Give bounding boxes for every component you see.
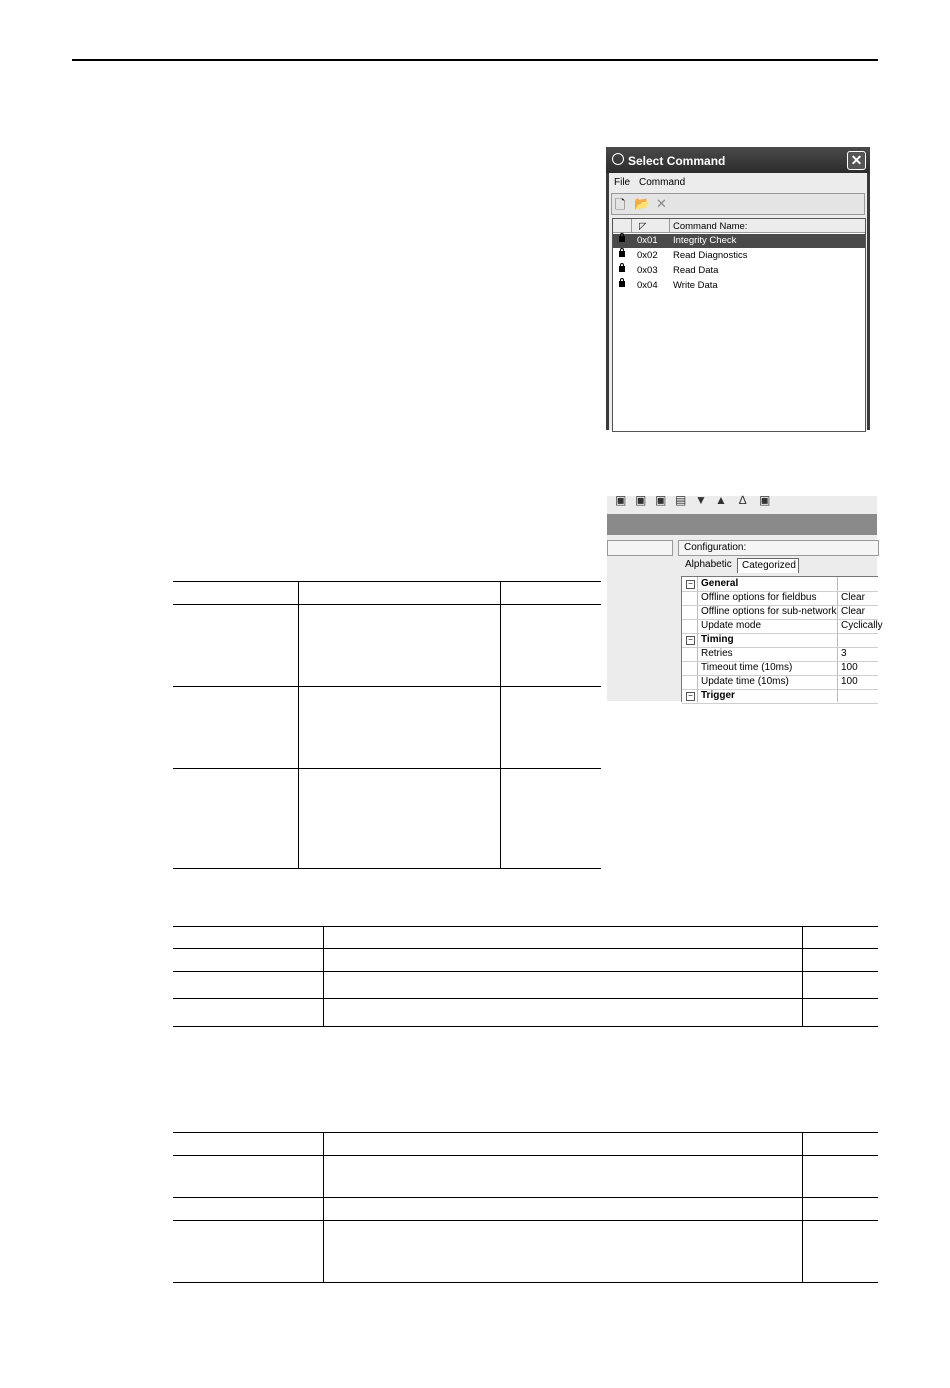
- toolbar: [611, 193, 865, 215]
- property-row[interactable]: [682, 591, 878, 606]
- command-code: 0x01: [637, 235, 658, 246]
- tab-alphabetic-label: Alphabetic: [685, 559, 732, 570]
- sort-column-header[interactable]: ◸: [639, 221, 647, 232]
- property-name: Update time (10ms): [701, 676, 789, 687]
- toolbar-icon[interactable]: ▤: [675, 493, 687, 507]
- property-row[interactable]: [682, 619, 883, 634]
- configuration-label: Configuration:: [684, 542, 747, 553]
- command-name: Read Diagnostics: [673, 250, 748, 261]
- lock-icon: [619, 266, 625, 272]
- left-pane-header: [607, 540, 673, 556]
- property-name: Timeout time (10ms): [701, 662, 793, 673]
- property-row[interactable]: [682, 605, 878, 620]
- app-icon: [612, 153, 624, 165]
- command-code: 0x04: [637, 280, 658, 291]
- list-item[interactable]: [613, 279, 865, 293]
- lock-icon: [619, 281, 625, 287]
- header-band: [607, 514, 877, 535]
- delete-icon[interactable]: ✕: [656, 196, 667, 211]
- property-value: Cyclically: [841, 620, 883, 631]
- command-code: 0x03: [637, 265, 658, 276]
- toolbar-icon[interactable]: ▣: [655, 493, 667, 507]
- tab-categorized[interactable]: [737, 558, 799, 573]
- close-icon[interactable]: ✕: [847, 151, 866, 170]
- lock-icon: [619, 236, 625, 242]
- list-header: [613, 219, 865, 233]
- list-item[interactable]: [613, 234, 865, 248]
- collapse-icon[interactable]: −: [686, 692, 695, 701]
- property-name: Update mode: [701, 620, 762, 631]
- property-value: Clear: [841, 592, 865, 603]
- category-row[interactable]: [682, 689, 878, 704]
- configuration-panel: [607, 493, 883, 701]
- property-name: Offline options for sub-network: [701, 606, 837, 617]
- property-row[interactable]: [682, 647, 878, 662]
- category-row[interactable]: [682, 577, 878, 592]
- toolbar-icon[interactable]: ∆: [739, 493, 747, 507]
- command-name: Integrity Check: [673, 235, 737, 246]
- open-icon[interactable]: 📂: [634, 196, 651, 211]
- property-grid: [681, 576, 883, 702]
- toolbar-icon[interactable]: ▣: [759, 493, 771, 507]
- property-value: 100: [841, 662, 858, 673]
- property-name: Trigger: [701, 690, 735, 701]
- command-name-header[interactable]: Command Name:: [673, 221, 748, 232]
- property-value: 3: [841, 648, 847, 659]
- list-item[interactable]: [613, 264, 865, 278]
- property-name: Timing: [701, 634, 734, 645]
- tab-alphabetic[interactable]: [681, 558, 737, 572]
- dialog-body: [609, 173, 867, 430]
- header-rule: [72, 59, 878, 61]
- tab-categorized-label: Categorized: [742, 560, 796, 571]
- menu-command[interactable]: Command: [639, 177, 686, 188]
- toolbar-icon[interactable]: ▣: [635, 493, 647, 507]
- config-toolbar: [607, 493, 877, 514]
- toolbar-icon[interactable]: ▲: [715, 493, 727, 507]
- dialog-title-bar[interactable]: [606, 147, 870, 173]
- property-value: 100: [841, 676, 858, 687]
- command-list: [612, 218, 866, 432]
- command-code: 0x02: [637, 250, 658, 261]
- property-name: Retries: [701, 648, 733, 659]
- dialog-title: Select Command: [628, 154, 726, 168]
- property-value: Clear: [841, 606, 865, 617]
- toolbar-icon[interactable]: ▼: [695, 493, 707, 507]
- list-item[interactable]: [613, 249, 865, 263]
- property-row[interactable]: [682, 675, 878, 690]
- category-row[interactable]: [682, 633, 878, 648]
- command-name: Write Data: [673, 280, 718, 291]
- menu-bar: [609, 173, 867, 191]
- collapse-icon[interactable]: −: [686, 580, 695, 589]
- new-icon[interactable]: 🗋: [615, 197, 626, 212]
- property-row[interactable]: [682, 661, 878, 676]
- lock-icon: [619, 251, 625, 257]
- toolbar-icon[interactable]: ▣: [615, 493, 627, 507]
- configuration-label-box: [678, 540, 879, 556]
- menu-file[interactable]: File: [614, 177, 631, 188]
- collapse-icon[interactable]: −: [686, 636, 695, 645]
- command-name: Read Data: [673, 265, 719, 276]
- property-name: General: [701, 578, 739, 589]
- select-command-dialog: [606, 147, 870, 430]
- property-name: Offline options for fieldbus: [701, 592, 817, 603]
